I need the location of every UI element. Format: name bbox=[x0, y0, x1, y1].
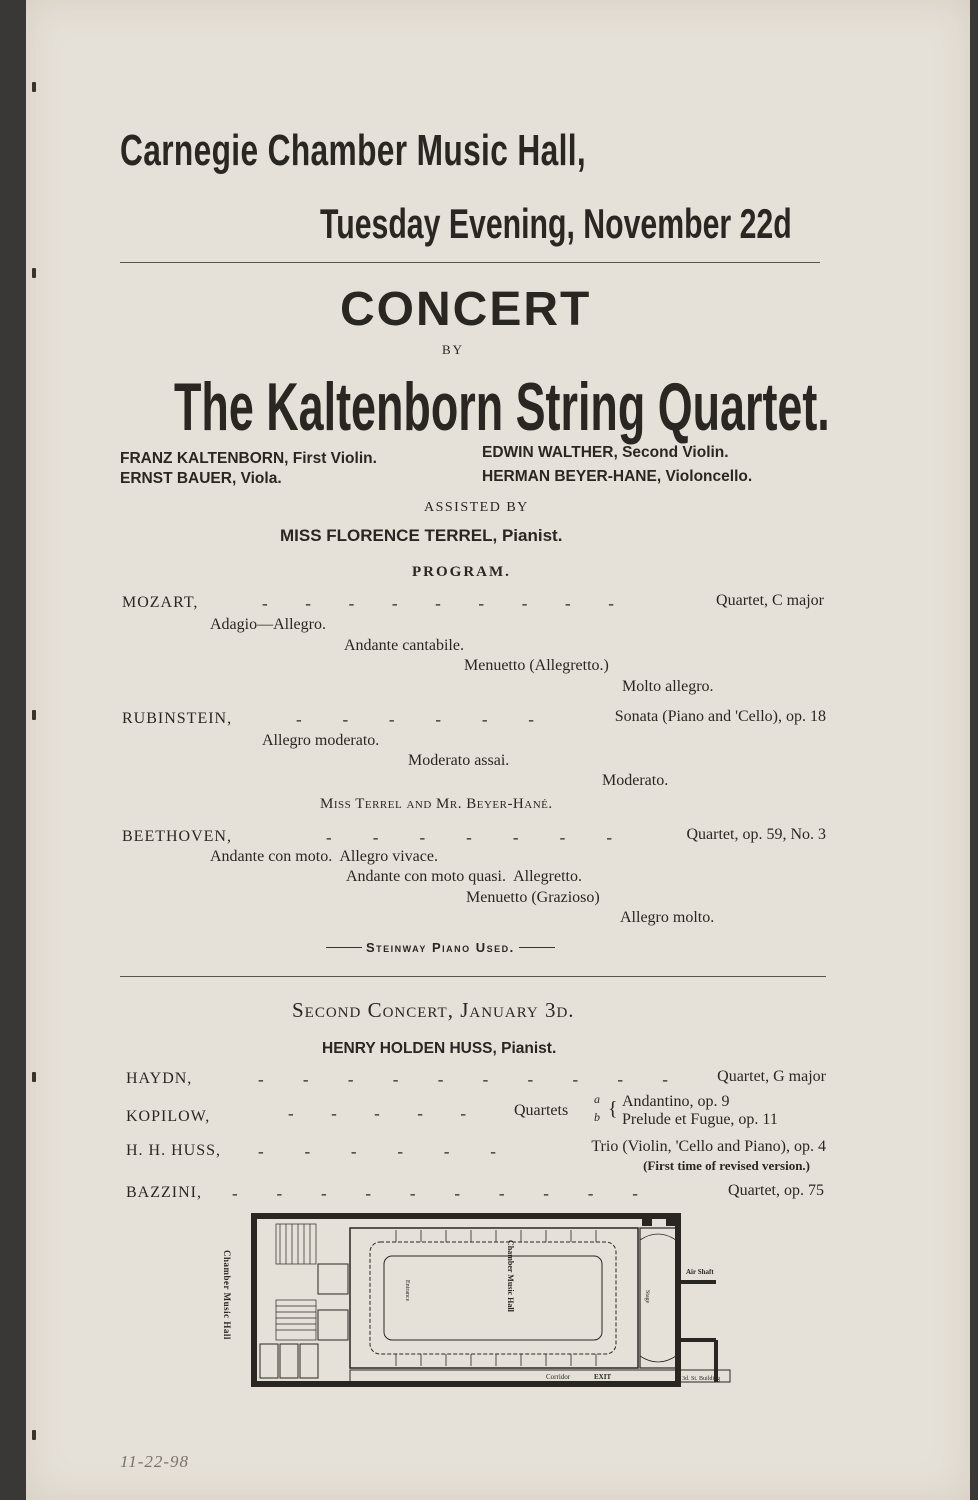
assisted-artist: MISS FLORENCE TERREL, Pianist. bbox=[280, 526, 563, 545]
performers-note: Miss Terrel and Mr. Beyer-Hané. bbox=[320, 796, 553, 812]
floor-plan-side-label: Chamber Music Hall bbox=[222, 1250, 232, 1340]
work-title: Prelude et Fugue, op. 11 bbox=[622, 1111, 778, 1128]
second-concert-heading: Second Concert, January 3d. bbox=[292, 998, 575, 1022]
member-second-violin: EDWIN WALTHER, Second Violin. bbox=[482, 444, 729, 461]
movement: Moderato. bbox=[602, 772, 669, 789]
work-title: Quartet, G major bbox=[717, 1068, 826, 1085]
composer: BAZZINI, bbox=[126, 1184, 202, 1201]
movement: Allegro moderato. bbox=[262, 732, 380, 749]
work-note: (First time of revised version.) bbox=[643, 1158, 810, 1173]
leader-dots: - - - - - - - - - - bbox=[258, 1070, 668, 1089]
hall-name: Carnegie Chamber Music Hall, bbox=[120, 126, 587, 175]
handwritten-date: 11-22-98 bbox=[120, 1452, 190, 1471]
composer: HAYDN, bbox=[126, 1070, 193, 1087]
binding-mark bbox=[32, 1072, 36, 1082]
binding-mark bbox=[32, 1430, 36, 1440]
by-label: BY bbox=[442, 342, 465, 357]
composer: RUBINSTEIN, bbox=[122, 710, 233, 727]
composer: KOPILOW, bbox=[126, 1108, 211, 1125]
program-page bbox=[26, 0, 970, 1500]
brace-glyph: { bbox=[608, 1098, 618, 1120]
divider bbox=[120, 262, 820, 263]
member-first-violin: FRANZ KALTENBORN, First Violin. bbox=[120, 450, 377, 467]
movement: Menuetto (Grazioso) bbox=[466, 889, 600, 906]
ensemble-name: The Kaltenborn String Quartet. bbox=[174, 369, 830, 445]
concert-date: Tuesday Evening, November 22d bbox=[320, 200, 792, 247]
leader-dots: - - - - - - - - - - bbox=[232, 1184, 638, 1203]
program-heading: PROGRAM. bbox=[412, 564, 511, 580]
second-concert-artist: HENRY HOLDEN HUSS, Pianist. bbox=[322, 1040, 557, 1057]
movement: Moderato assai. bbox=[408, 752, 510, 769]
leader-dots: - - - - - - bbox=[296, 710, 534, 729]
leader-dots: - - - - - - - bbox=[326, 828, 612, 847]
movement: Andante con moto quasi. Allegretto. bbox=[346, 868, 582, 885]
work-prefix: Quartets bbox=[514, 1102, 569, 1119]
sub-a: a bbox=[594, 1092, 600, 1106]
concert-title: CONCERT bbox=[340, 283, 592, 336]
work-title: Quartet, C major bbox=[716, 592, 824, 609]
composer: H. H. HUSS, bbox=[126, 1142, 222, 1159]
leader-dots: - - - - - bbox=[288, 1104, 466, 1123]
movement: Allegro molto. bbox=[620, 909, 715, 926]
leader-dots: - - - - - - bbox=[258, 1142, 496, 1161]
work-title: Quartet, op. 75 bbox=[728, 1182, 824, 1199]
floor-plan-center-label: Chamber Music Hall bbox=[506, 1240, 515, 1312]
movement: Menuetto (Allegretto.) bbox=[464, 657, 609, 674]
work-title: Quartet, op. 59, No. 3 bbox=[686, 826, 826, 843]
movement: Andante con moto. Allegro vivace. bbox=[210, 848, 438, 865]
binding-mark bbox=[32, 82, 36, 92]
assisted-label: ASSISTED BY bbox=[424, 500, 529, 515]
movement: Andante cantabile. bbox=[344, 637, 464, 654]
work-title: Andantino, op. 9 bbox=[622, 1093, 730, 1110]
floor-plan bbox=[246, 1210, 766, 1430]
work-title: Sonata (Piano and 'Cello), op. 18 bbox=[614, 708, 826, 725]
composer: MOZART, bbox=[122, 594, 199, 611]
binding-mark bbox=[32, 268, 36, 278]
leader-dots: - - - - - - - - - bbox=[262, 594, 614, 613]
member-cello: HERMAN BEYER-HANE, Violoncello. bbox=[482, 468, 753, 485]
exit-label: EXIT bbox=[594, 1373, 612, 1381]
composer: BEETHOVEN, bbox=[122, 828, 232, 845]
piano-note: Steinway Piano Used. bbox=[326, 940, 555, 955]
air-shaft-label: Air Shaft bbox=[686, 1268, 714, 1276]
binding-mark bbox=[32, 710, 36, 720]
work-title: Trio (Violin, 'Cello and Piano), op. 4 bbox=[591, 1138, 826, 1155]
movement: Molto allegro. bbox=[622, 678, 714, 695]
stage-label: Stage bbox=[644, 1290, 650, 1304]
member-viola: ERNST BAUER, Viola. bbox=[120, 470, 282, 487]
entrance-label: Entrance bbox=[404, 1280, 410, 1302]
movement: Adagio—Allegro. bbox=[210, 616, 326, 633]
divider bbox=[120, 976, 826, 977]
corridor-label: Corridor bbox=[546, 1373, 571, 1381]
sub-b: b bbox=[594, 1110, 600, 1124]
building-label: 3d. St. Building bbox=[682, 1376, 721, 1382]
